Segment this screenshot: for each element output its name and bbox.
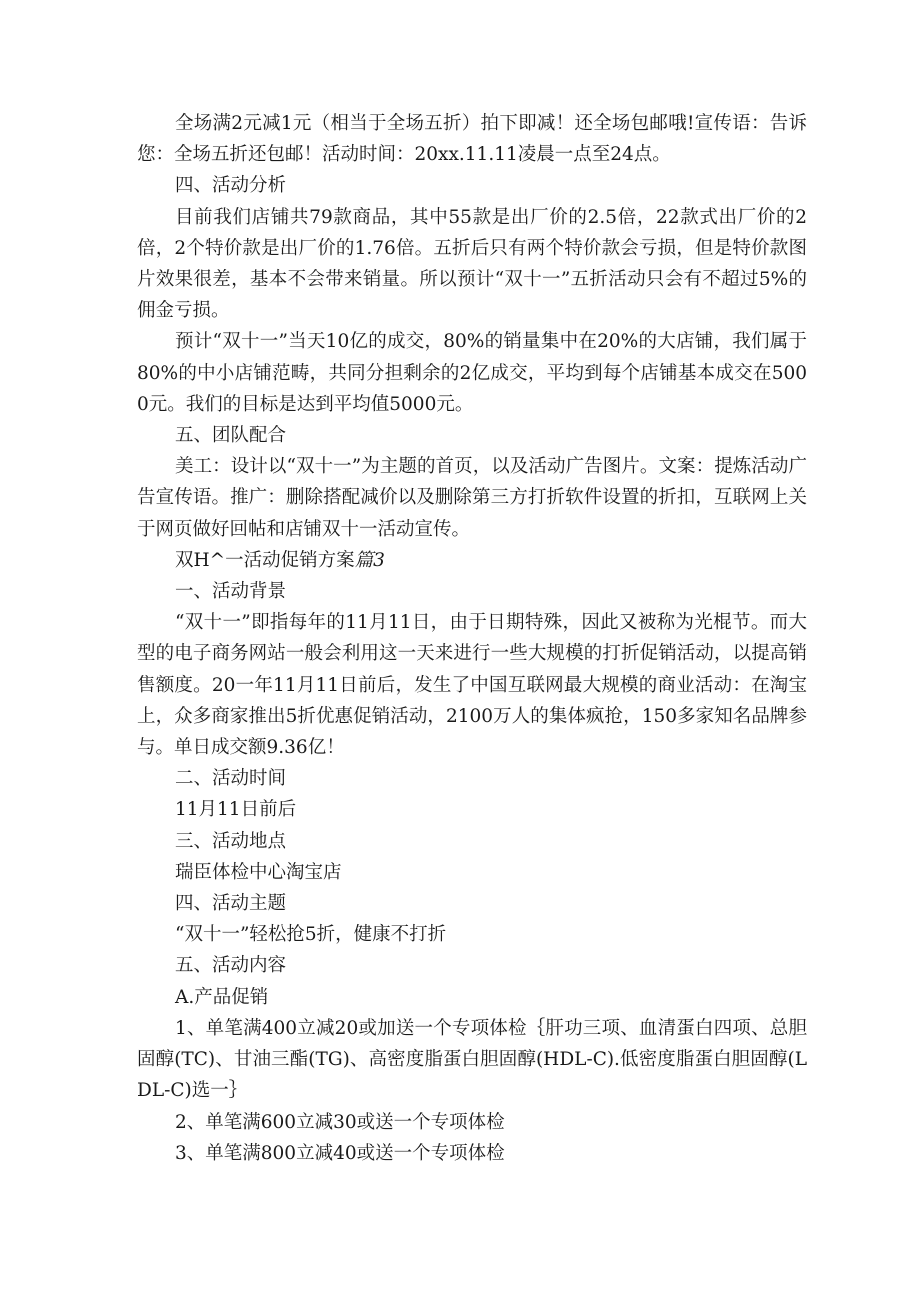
body-paragraph: 1、单笔满400立减20或加送一个专项体检｛肝功三项、血清蛋白四项、总胆固醇(TC)、甘油三酯(TG)、高密度脂蛋白胆固醇(HDL-C).低密度脂蛋白胆固醇(LDL-C)选一｝: [137, 1017, 807, 1102]
body-paragraph: 全场满2元减1元（相当于全场五折）拍下即减！还全场包邮哦!宣传语：告诉您：全场五折还包邮！活动时间：20xx.11.11凌晨一点至24点。: [137, 113, 807, 166]
heading-line: 瑞臣体检中心淘宝店: [175, 861, 342, 883]
body-paragraph: 预计“双十一”当天10亿的成交，80%的销量集中在20%的大店铺，我们属于80%的中小店铺范畴，共同分担剩余的2亿成交，平均到每个店铺基本成交在5000元。我们的目标是达到平均值5000元。: [137, 331, 807, 415]
heading-line: 四、活动主题: [175, 893, 287, 915]
heading-line: 一、活动背景: [175, 581, 287, 603]
heading-line: 二、活动时间: [175, 768, 287, 790]
heading-line: A.产品促销: [175, 986, 269, 1008]
section-title: [137, 545, 807, 576]
heading-line: 三、活动地点: [175, 830, 287, 852]
heading-line: 五、团队配合: [175, 425, 287, 447]
heading-line: 五、活动内容: [175, 955, 287, 977]
section-title-text: 双H^一活动促销方案: [175, 549, 355, 571]
document-body: [137, 108, 807, 1169]
heading-line: “双十一”轻松抢5折，健康不打折: [175, 924, 447, 946]
body-paragraph: “双十一”即指每年的11月11日，由于日期特殊，因此又被称为光棍节。而大型的电子商务网站一般会利用这一天来进行一些大规模的打折促销活动，以提高销售额度。20一年11月11日前后，发生了中国互联网最大规模的商业活动：在淘宝上，众多商家推出5折优惠促销活动，2100万人的集体疯抢，150多家知名品牌参与。单日成交额9.36亿！: [137, 612, 807, 759]
heading-line: 3、单笔满800立减40或送一个专项体检: [175, 1142, 505, 1164]
heading-line: 11月11日前后: [175, 799, 297, 821]
body-paragraph: 目前我们店铺共79款商品，其中55款是出厂价的2.5倍，22款式出厂价的2倍，2个特价款是出厂价的1.76倍。五折后只有两个特价款会亏损，但是特价款图片效果很差，基本不会带来销量。所以预计“双十一”五折活动只会有不超过5%的佣金亏损。: [137, 206, 807, 322]
heading-line: 2、单笔满600立减30或送一个专项体检: [175, 1111, 505, 1133]
section-title-suffix: 篇3: [354, 549, 385, 571]
body-paragraph: 美工：设计以“双十一”为主题的首页，以及活动广告图片。文案：提炼活动广告宣传语。推广：删除搭配减价以及删除第三方打折软件设置的折扣，互联网上关于网页做好回帖和店铺双十一活动宣传。: [137, 456, 807, 540]
heading-line: 四、活动分析: [175, 175, 287, 197]
